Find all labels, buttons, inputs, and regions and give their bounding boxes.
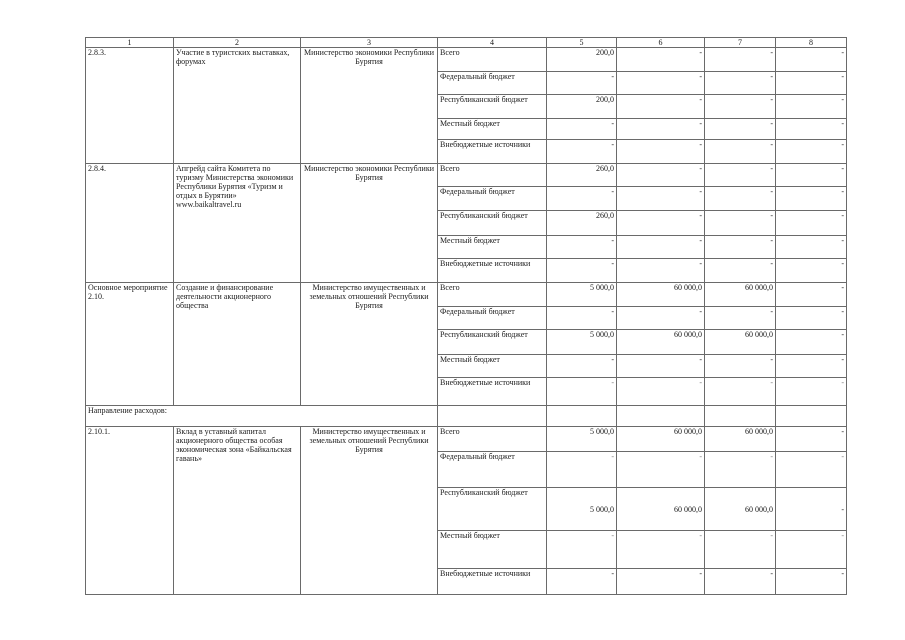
value-col7: -	[705, 452, 776, 488]
value-col8: -	[776, 72, 847, 95]
value-col8: -	[776, 259, 847, 283]
value-col6: -	[617, 95, 705, 119]
funding-source: Республиканский бюджет	[438, 488, 547, 531]
value-col8: -	[776, 531, 847, 569]
value-col8: -	[776, 569, 847, 595]
value-col8: -	[776, 95, 847, 119]
value-col6: -	[617, 452, 705, 488]
funding-source: Федеральный бюджет	[438, 72, 547, 95]
value-col8: -	[776, 307, 847, 330]
value-col5: -	[547, 452, 617, 488]
value-col8: -	[776, 427, 847, 452]
funding-source: Федеральный бюджет	[438, 307, 547, 330]
value-col6: -	[617, 531, 705, 569]
table-row	[86, 164, 847, 187]
value-col5: 260,0	[547, 211, 617, 236]
budget-table	[85, 37, 847, 595]
value-col5: -	[547, 119, 617, 140]
funding-source: Внебюджетные источники	[438, 259, 547, 283]
value-col8: -	[776, 187, 847, 211]
header-cell: 8	[776, 38, 847, 48]
value-col7: 60 000,0	[705, 330, 776, 355]
value-col6: -	[617, 140, 705, 164]
value-col8: -	[776, 355, 847, 378]
value-col7: -	[705, 48, 776, 72]
value-col7: 60 000,0	[705, 427, 776, 452]
value-col5: -	[547, 569, 617, 595]
funding-source: Внебюджетные источники	[438, 569, 547, 595]
value-col7: -	[705, 95, 776, 119]
value-col5: 5 000,0	[547, 488, 617, 531]
value-col8: -	[776, 283, 847, 307]
value-col6: -	[617, 355, 705, 378]
value-col6: -	[617, 48, 705, 72]
header-cell: 2	[174, 38, 301, 48]
value-col5: -	[547, 259, 617, 283]
value-col5: 5 000,0	[547, 427, 617, 452]
table-row	[86, 427, 847, 452]
value-col5: -	[547, 140, 617, 164]
empty-cell	[776, 406, 847, 427]
value-col6: 60 000,0	[617, 488, 705, 531]
funding-source: Республиканский бюджет	[438, 330, 547, 355]
value-col7: -	[705, 211, 776, 236]
header-cell: 4	[438, 38, 547, 48]
value-col7: -	[705, 140, 776, 164]
value-col6: -	[617, 164, 705, 187]
value-col7: -	[705, 119, 776, 140]
funding-source: Внебюджетные источники	[438, 140, 547, 164]
value-col8: -	[776, 119, 847, 140]
value-col5: -	[547, 187, 617, 211]
header-cell: 3	[301, 38, 438, 48]
measure-code: 2.8.3.	[86, 48, 174, 164]
value-col6: -	[617, 307, 705, 330]
measure-name: Вклад в уставный капитал акционерного общества особая экономическая зона «Байкальская гавань»	[174, 427, 301, 595]
measure-name: Участие в туристских выставках, форумах	[174, 48, 301, 164]
value-col7: -	[705, 307, 776, 330]
funding-source: Местный бюджет	[438, 531, 547, 569]
section-label: Направление расходов:	[86, 406, 438, 427]
funding-source: Всего	[438, 427, 547, 452]
value-col6: 60 000,0	[617, 330, 705, 355]
value-col5: -	[547, 378, 617, 406]
value-col5: 200,0	[547, 48, 617, 72]
value-col7: -	[705, 531, 776, 569]
header-cell: 5	[547, 38, 617, 48]
funding-source: Всего	[438, 48, 547, 72]
value-col5: -	[547, 72, 617, 95]
value-col8: -	[776, 211, 847, 236]
measure-name: Создание и финансирование деятельности акционерного общества	[174, 283, 301, 406]
measure-name: Апгрейд сайта Комитета по туризму Министерства экономики Республики Бурятия «Туризм и отдых в Бурятии» www.baikaltravel.ru	[174, 164, 301, 283]
value-col5: 5 000,0	[547, 330, 617, 355]
header-cell: 6	[617, 38, 705, 48]
responsible-ministry: Министерство экономики Республики Бурятия	[301, 48, 438, 164]
header-row	[86, 38, 847, 48]
value-col6: -	[617, 187, 705, 211]
value-col5: -	[547, 307, 617, 330]
value-col6: 60 000,0	[617, 427, 705, 452]
value-col7: -	[705, 355, 776, 378]
value-col5: 260,0	[547, 164, 617, 187]
funding-source: Федеральный бюджет	[438, 452, 547, 488]
value-col8: -	[776, 452, 847, 488]
funding-source: Местный бюджет	[438, 119, 547, 140]
value-col8: -	[776, 378, 847, 406]
empty-cell	[547, 406, 617, 427]
funding-source: Всего	[438, 283, 547, 307]
responsible-ministry: Министерство имущественных и земельных отношений Республики Бурятия	[301, 427, 438, 595]
funding-source: Внебюджетные источники	[438, 378, 547, 406]
value-col7: -	[705, 236, 776, 259]
value-col6: -	[617, 378, 705, 406]
empty-cell	[617, 406, 705, 427]
value-col8: -	[776, 330, 847, 355]
funding-source: Местный бюджет	[438, 355, 547, 378]
header-cell: 1	[86, 38, 174, 48]
value-col5: 200,0	[547, 95, 617, 119]
empty-cell	[438, 406, 547, 427]
value-col5: -	[547, 355, 617, 378]
value-col7: 60 000,0	[705, 283, 776, 307]
value-col8: -	[776, 488, 847, 531]
value-col7: -	[705, 164, 776, 187]
value-col8: -	[776, 140, 847, 164]
value-col5: -	[547, 236, 617, 259]
table-row	[86, 48, 847, 72]
value-col7: 60 000,0	[705, 488, 776, 531]
header-cell: 7	[705, 38, 776, 48]
funding-source: Федеральный бюджет	[438, 187, 547, 211]
value-col7: -	[705, 569, 776, 595]
responsible-ministry: Министерство имущественных и земельных отношений Республики Бурятия	[301, 283, 438, 406]
funding-source: Всего	[438, 164, 547, 187]
value-col7: -	[705, 72, 776, 95]
value-col7: -	[705, 259, 776, 283]
value-col6: -	[617, 119, 705, 140]
measure-code: Основное мероприятие 2.10.	[86, 283, 174, 406]
value-col7: -	[705, 378, 776, 406]
value-col8: -	[776, 236, 847, 259]
section-row	[86, 406, 847, 427]
value-col7: -	[705, 187, 776, 211]
measure-code: 2.10.1.	[86, 427, 174, 595]
funding-source: Местный бюджет	[438, 236, 547, 259]
value-col6: -	[617, 259, 705, 283]
value-col6: -	[617, 236, 705, 259]
value-col8: -	[776, 164, 847, 187]
value-col6: -	[617, 211, 705, 236]
value-col6: -	[617, 569, 705, 595]
value-col6: 60 000,0	[617, 283, 705, 307]
value-col5: -	[547, 531, 617, 569]
table-row	[86, 283, 847, 307]
value-col6: -	[617, 72, 705, 95]
measure-code: 2.8.4.	[86, 164, 174, 283]
value-col5: 5 000,0	[547, 283, 617, 307]
funding-source: Республиканский бюджет	[438, 95, 547, 119]
value-col8: -	[776, 48, 847, 72]
empty-cell	[705, 406, 776, 427]
responsible-ministry: Министерство экономики Республики Бурятия	[301, 164, 438, 283]
funding-source: Республиканский бюджет	[438, 211, 547, 236]
